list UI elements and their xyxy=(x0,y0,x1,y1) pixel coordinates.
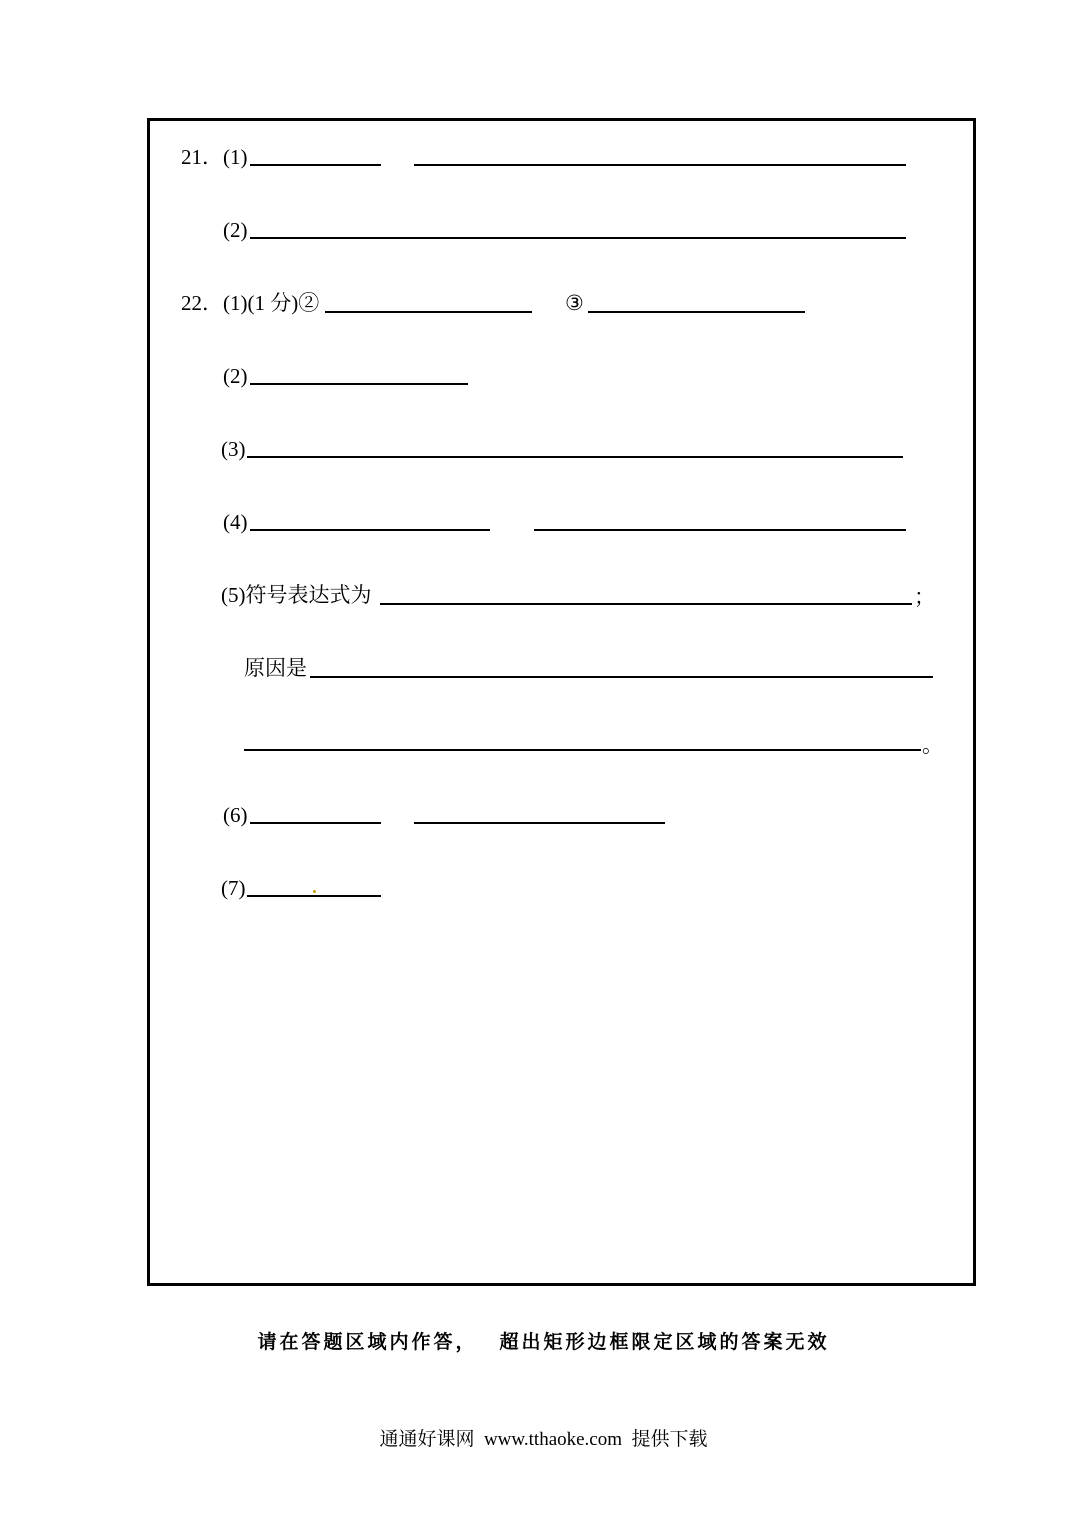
q22-part2-label: (2) xyxy=(223,364,248,388)
q21-part2-label: (2) xyxy=(223,218,248,242)
q22-part4-blank-a[interactable] xyxy=(250,529,490,531)
q22-part4-label: (4) xyxy=(223,510,248,534)
q22-reason-label: 原因是 xyxy=(244,656,307,680)
q22-reason-period: 。 xyxy=(922,733,943,757)
q22-part3-blank[interactable] xyxy=(247,456,903,458)
q21-part1-blank-b[interactable] xyxy=(414,164,906,166)
notice-part-b: 超出矩形边框限定区域的答案无效 xyxy=(499,1331,830,1353)
q22-part1-blank-2[interactable] xyxy=(325,311,532,313)
notice-part-a: 请在答题区域内作答， xyxy=(257,1331,478,1353)
page-footer: 通通好课网 www.tthaoke.com 提供下载 xyxy=(379,1429,708,1450)
q22-part5-blank[interactable] xyxy=(380,603,912,605)
q22-part2-blank[interactable] xyxy=(250,383,468,385)
q22-part6-blank-a[interactable] xyxy=(250,822,381,824)
q22-part5-label: (5)符号表达式为 xyxy=(221,583,372,607)
q22-part6-label: (6) xyxy=(223,803,248,827)
q22-reason-blank-2[interactable] xyxy=(244,749,921,751)
stray-mark xyxy=(313,890,316,893)
q21-part2-blank[interactable] xyxy=(250,237,906,239)
q22-part1-blank-3[interactable] xyxy=(588,311,805,313)
q21-part1-label: 21．(1) xyxy=(181,145,248,169)
q22-part7-blank[interactable] xyxy=(247,895,381,897)
q22-part1-label: 22．(1)(1 分)② xyxy=(181,291,320,315)
q22-part3-label: (3) xyxy=(221,437,246,461)
q21-part1-blank-a[interactable] xyxy=(250,164,381,166)
q22-reason-blank-1[interactable] xyxy=(310,676,933,678)
answer-area-notice xyxy=(0,1327,1087,1354)
q22-part5-semicolon: ； xyxy=(914,585,935,609)
q22-part6-blank-b[interactable] xyxy=(414,822,665,824)
q22-circle3-label: ③ xyxy=(565,291,584,315)
q22-part7-label: (7) xyxy=(221,876,246,900)
q22-part4-blank-b[interactable] xyxy=(534,529,906,531)
